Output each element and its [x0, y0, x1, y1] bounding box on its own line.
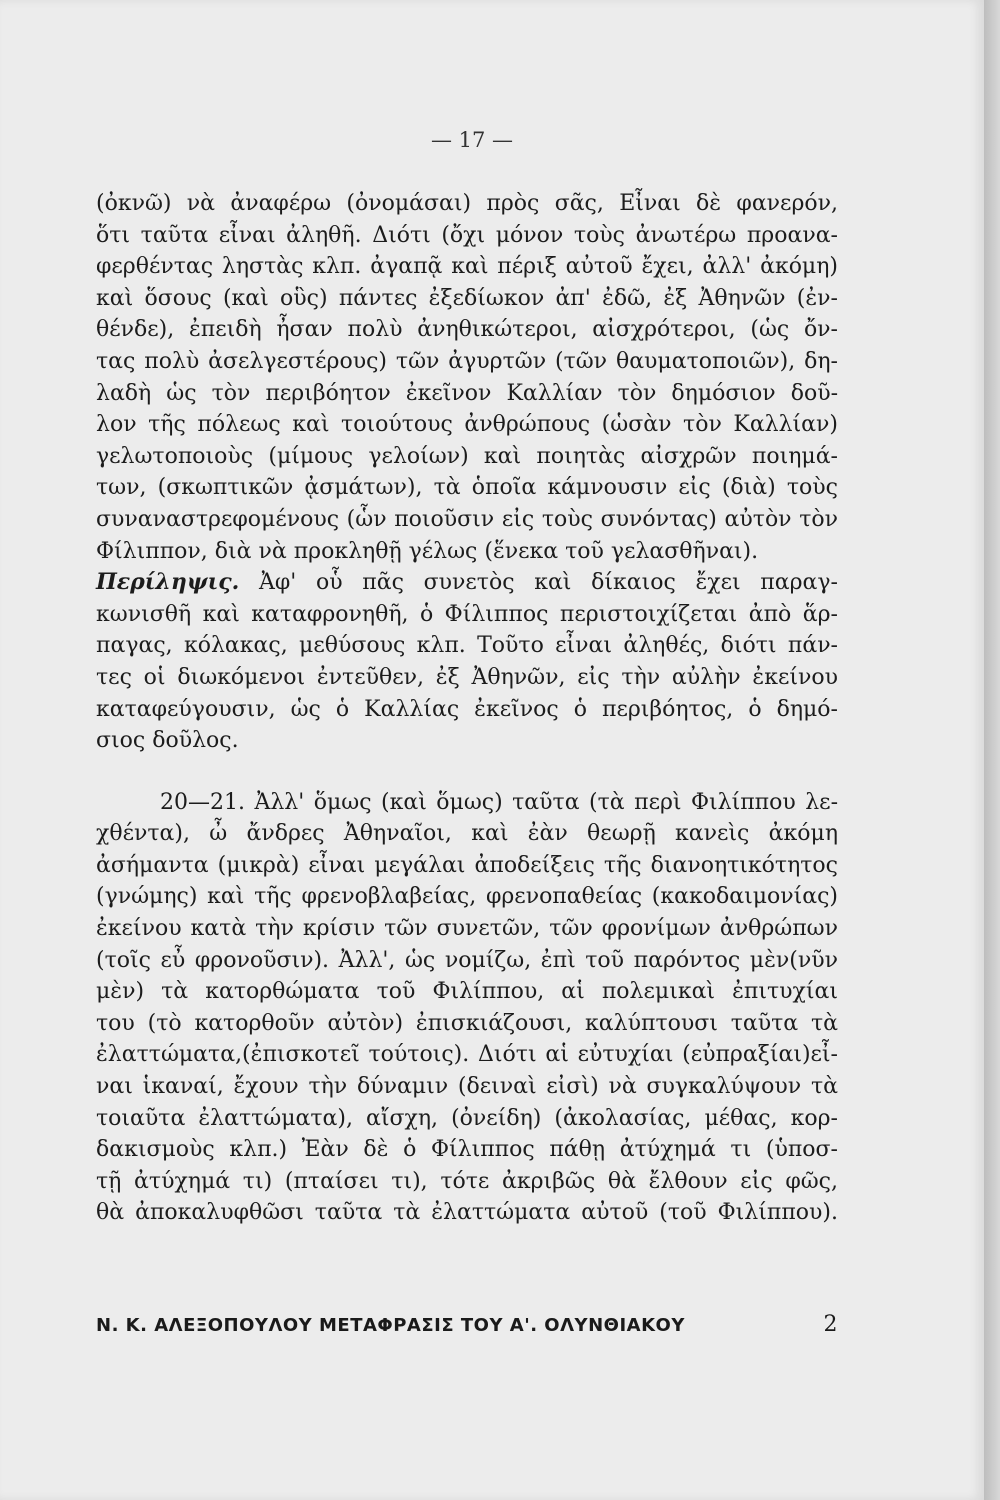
text-line: ἐλαττώματα,(ἐπισκοτεῖ τούτοις). Διότι αἱ εὐτυχίαι (εὐπραξίαι)εἶ- [96, 1042, 838, 1068]
text-line: Φίλιππον, διὰ νὰ προκληθῇ γέλως (ἕνεκα τοῦ γελασθῆναι). [96, 538, 759, 564]
text-line: λαδὴ ὡς τὸν περιβόητον ἐκεῖνον Καλλίαν τὸν δημόσιον δοῦ- [96, 380, 838, 406]
text-line [96, 567, 838, 599]
text-line: των, (σκωπτικῶν ᾀσμάτων), τὰ ὁποῖα κάμνουσιν εἰς (διὰ) τοὺς [96, 475, 838, 501]
text-line: χθέντα), ὦ ἄνδρες Ἀθηναῖοι, καὶ ἐὰν θεωρῇ κανεὶς ἀκόμη [96, 821, 838, 847]
page-footer [96, 1312, 838, 1337]
text-line: καταφεύγουσιν, ὡς ὁ Καλλίας ἐκεῖνος ὁ περιβόητος, ὁ δημό- [96, 696, 838, 722]
paragraph-20-21 [96, 787, 838, 1229]
page-number: — 17 — [430, 128, 514, 152]
summary-paragraph [96, 567, 838, 757]
text-line: (γνώμης) καὶ τῆς φρενοβλαβείας, φρενοπαθείας (κακοδαιμονίας) [96, 884, 838, 910]
text-line: καὶ ὅσους (καὶ οὓς) πάντες ἐξεδίωκον ἀπ' ἐδῶ, ἐξ Ἀθηνῶν (ἐν- [96, 285, 838, 311]
paragraph-1 [96, 188, 838, 567]
text-line: 20—21. Ἀλλ' ὅμως (καὶ ὅμως) ταῦτα (τὰ περὶ Φιλίππου λε- [160, 789, 838, 815]
text-line: σιος δοῦλος. [96, 728, 239, 754]
text-line: ἀσήμαντα (μικρὰ) εἶναι μεγάλαι ἀποδείξεις τῆς διανοητικότητος [96, 852, 838, 878]
text-line: κωνισθῆ καὶ καταφρονηθῆ, ὁ Φίλιππος περιστοιχίζεται ἀπὸ ἅρ- [96, 601, 838, 627]
text-line: τες οἱ διωκόμενοι ἐντεῦθεν, ἐξ Ἀθηνῶν, εἰς τὴν αὐλὴν ἐκείνου [96, 664, 838, 690]
text-line: ναι ἱκαναί, ἔχουν τὴν δύναμιν (δειναὶ εἰσὶ) νὰ συγκαλύψουν τὰ [96, 1074, 838, 1100]
signature-mark: 2 [823, 1312, 838, 1337]
text-line: τῇ ἀτύχημά τι) (πταίσει τι), τότε ἀκριβῶς θὰ ἔλθουν εἰς φῶς, [96, 1168, 838, 1194]
paragraph-gap [96, 757, 838, 787]
text-line: μὲν) τὰ κατορθώματα τοῦ Φιλίππου, αἱ πολεμικαὶ ἐπιτυχίαι [96, 979, 838, 1005]
text-line: θένδε), ἐπειδὴ ἦσαν πολὺ ἀνηθικώτεροι, αἰσχρότεροι, (ὡς ὄν- [96, 317, 838, 343]
body-text [96, 188, 838, 1229]
running-title: Ν. Κ. ΑΛΕΞΟΠΟΥΛΟΥ ΜΕΤΑΦΡΑΣΙΣ ΤΟΥ Α'. ΟΛΥΝΘΙΑΚΟΥ [96, 1315, 685, 1336]
summary-heading: Περίληψις. [96, 569, 240, 596]
text-line: λον τῆς πόλεως καὶ τοιούτους ἀνθρώπους (ὡσὰν τὸν Καλλίαν) [96, 412, 838, 438]
text-line: συναναστρεφομένους (ὧν ποιοῦσιν εἰς τοὺς συνόντας) αὐτὸν τὸν [96, 506, 838, 532]
text-line: τοιαῦτα ἐλαττώματα), αἴσχη, (ὀνείδη) (ἀκολασίας, μέθας, κορ- [96, 1105, 838, 1131]
text-line: του (τὸ κατορθοῦν αὐτὸν) ἐπισκιάζουσι, καλύπτουσι ταῦτα τὰ [96, 1010, 838, 1036]
text-line: γελωτοποιοὺς (μίμους γελοίων) καὶ ποιητὰς αἰσχρῶν ποιημά- [96, 443, 838, 469]
summary-first-line: Ἀφ' οὗ πᾶς συνετὸς καὶ δίκαιος ἔχει παραγ- [258, 570, 838, 596]
text-line: τας πολὺ ἀσελγεστέρους) τῶν ἀγυρτῶν (τῶν θαυματοποιῶν), δη- [96, 348, 838, 374]
text-line: δακισμοὺς κλπ.) Ἐὰν δὲ ὁ Φίλιππος πάθῃ ἀτύχημά τι (ὑποσ- [96, 1137, 838, 1163]
text-line: ὅτι ταῦτα εἶναι ἀληθῆ. Διότι (ὄχι μόνον τοὺς ἀνωτέρω προανα- [96, 222, 838, 248]
page-edge-shadow [984, 0, 1000, 1500]
text-line: παγας, κόλακας, μεθύσους κλπ. Τοῦτο εἶναι ἀληθές, διότι πάν- [96, 633, 838, 659]
text-line: (ὀκνῶ) νὰ ἀναφέρω (ὀνομάσαι) πρὸς σᾶς, Εἶναι δὲ φανερόν, [96, 191, 838, 216]
text-line: φερθέντας ληστὰς κλπ. ἀγαπᾷ καὶ πέριξ αὐτοῦ ἔχει, ἀλλ' ἀκόμη) [96, 254, 838, 280]
text-line: (τοῖς εὖ φρονοῦσιν). Ἀλλ', ὡς νομίζω, ἐπὶ τοῦ παρόντος μὲν(νῦν [96, 947, 838, 973]
text-line: θὰ ἀποκαλυφθῶσι ταῦτα τὰ ἐλαττώματα αὐτοῦ (τοῦ Φιλίππου). [96, 1200, 838, 1226]
text-line: ἐκείνου κατὰ τὴν κρίσιν τῶν συνετῶν, τῶν φρονίμων ἀνθρώπων [96, 916, 838, 942]
